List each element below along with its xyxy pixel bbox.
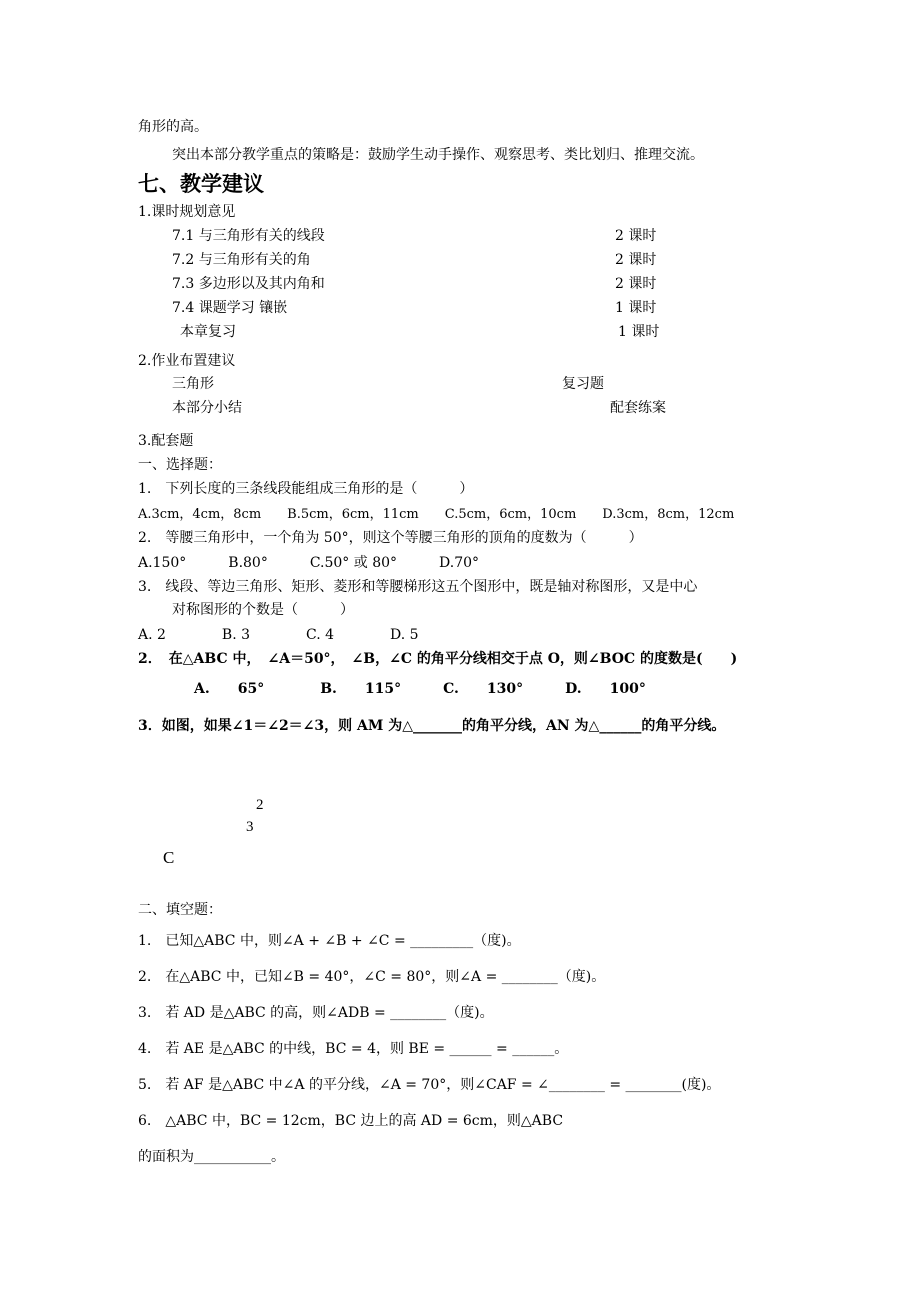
choice-question: 3. 线段、等边三角形、矩形、菱形和等腰梯形这五个图形中，既是轴对称图形，又是中心 [138, 579, 698, 595]
schedule-hours: 2 课时 [615, 252, 657, 268]
bold-question-2-options: A. 65° B. 115° C. 130° D. 100° [194, 681, 646, 697]
homework-right: 配套练案 [610, 400, 666, 416]
choice-options: A. 2 B. 3 C. 4 D. 5 [138, 627, 419, 643]
choice-heading: 一、选择题： [138, 457, 222, 473]
choice-options: A.3cm，4cm，8cm B.5cm，6cm，11cm C.5cm，6cm，10cm D.3cm，8cm，12cm [138, 507, 735, 522]
bold-question-2: 2． 在△ABC 中， ∠A＝50°， ∠B，∠C 的角平分线相交于点 O，则∠BOC 的度数是( ) [138, 651, 738, 667]
fill-heading: 二、填空题： [138, 902, 222, 918]
fill-question: 6. △ABC 中，BC = 12cm，BC 边上的高 AD = 6cm，则△ABC [138, 1113, 564, 1129]
schedule-heading: 1.课时规划意见 [138, 204, 236, 220]
fill-question: 2. 在△ABC 中，已知∠B = 40°，∠C = 80°，则∠A = ________（度)。 [138, 969, 606, 985]
choice-question: 2. 等腰三角形中，一个角为 50°，则这个等腰三角形的顶角的度数为（ ） [138, 530, 643, 546]
intro-continuation: 角形的高。 [138, 119, 208, 135]
figure-label-3: 3 [246, 819, 254, 835]
choice-question-cont: 对称图形的个数是（ ） [172, 602, 354, 618]
schedule-topic: 7.3 多边形以及其内角和 [172, 276, 325, 292]
homework-left: 三角形 [172, 376, 214, 392]
choice-options: A.150° B.80° C.50° 或 80° D.70° [138, 555, 480, 571]
homework-right: 复习题 [562, 376, 604, 392]
exercises-heading: 3.配套题 [138, 433, 194, 449]
schedule-topic: 7.1 与三角形有关的线段 [172, 228, 325, 244]
schedule-hours: 1 课时 [615, 300, 657, 316]
teaching-strategy: 突出本部分教学重点的策略是：鼓励学生动手操作、观察思考、类比划归、推理交流。 [172, 147, 704, 163]
schedule-hours: 1 课时 [618, 324, 660, 340]
bold-question-3: 3．如图，如果∠1＝∠2＝∠3，则 AM 为△_______的角平分线，AN 为△______的角平分线。 [138, 718, 726, 734]
schedule-topic: 7.4 课题学习 镶嵌 [172, 300, 288, 316]
choice-question: 1. 下列长度的三条线段能组成三角形的是（ ） [138, 481, 474, 497]
fill-question: 5. 若 AF 是△ABC 中∠A 的平分线，∠A = 70°，则∠CAF = ∠________ = ________(度)。 [138, 1077, 721, 1093]
schedule-topic: 7.2 与三角形有关的角 [172, 252, 311, 268]
homework-heading: 2.作业布置建议 [138, 353, 236, 369]
fill-question-cont: 的面积为___________。 [138, 1149, 285, 1165]
figure-label-c: C [163, 848, 175, 867]
fill-question: 3. 若 AD 是△ABC 的高，则∠ADB = ________（度)。 [138, 1005, 494, 1021]
schedule-topic: 本章复习 [180, 324, 236, 340]
figure-label-2: 2 [256, 797, 264, 813]
homework-left: 本部分小结 [172, 400, 242, 416]
schedule-hours: 2 课时 [615, 276, 657, 292]
section-title: 七、教学建议 [138, 171, 264, 196]
fill-question: 4. 若 AE 是△ABC 的中线，BC = 4，则 BE = ______ = ______。 [138, 1041, 569, 1057]
fill-question: 1. 已知△ABC 中，则∠A + ∠B + ∠C = _________（度)。 [138, 933, 521, 949]
schedule-hours: 2 课时 [615, 228, 657, 244]
